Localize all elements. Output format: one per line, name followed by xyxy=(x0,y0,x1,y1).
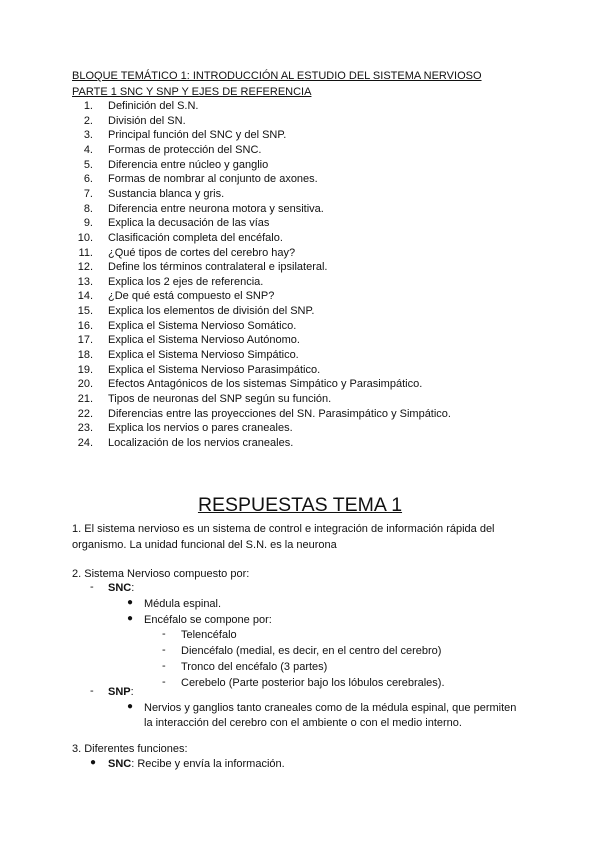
question-number: 24. xyxy=(77,436,93,449)
dash-marker: - xyxy=(90,685,94,697)
question-number: 13. xyxy=(77,275,93,288)
answer-3-intro: 3. Diferentes funciones: xyxy=(72,743,188,755)
question-number: 4. xyxy=(83,143,93,156)
question-text: Formas de protección del SNC. xyxy=(108,143,262,156)
question-item xyxy=(72,378,423,393)
question-item xyxy=(72,158,269,174)
dash-marker: - xyxy=(162,628,166,640)
question-item xyxy=(72,114,186,130)
question-number: 16. xyxy=(77,319,93,332)
question-item xyxy=(72,334,300,349)
question-text: Sustancia blanca y gris. xyxy=(108,187,225,200)
question-item xyxy=(72,436,294,452)
answer-3-snc xyxy=(108,756,285,772)
question-number: 19. xyxy=(77,363,93,376)
question-number: 5. xyxy=(83,158,93,171)
section-subheading: PARTE 1 SNC Y SNP Y EJES DE REFERENCIA xyxy=(72,86,312,98)
answer-2-intro: 2. Sistema Nervioso compuesto por: xyxy=(72,568,250,580)
question-text: Efectos Antagónicos de los sistemas Simpático y Parasimpático. xyxy=(108,378,423,391)
bullet-icon: ● xyxy=(90,757,97,768)
snc-heading: SNC: xyxy=(108,582,135,594)
question-text: Explica los nervios o pares craneales. xyxy=(108,422,293,435)
snc-label: SNC xyxy=(108,582,132,594)
question-item xyxy=(72,261,328,276)
question-item xyxy=(72,407,451,423)
question-number: 6. xyxy=(83,173,93,186)
question-text: Tipos de neuronas del SNP según su función. xyxy=(108,393,332,405)
section-heading: BLOQUE TEMÁTICO 1: INTRODUCCIÓN AL ESTUDIO DEL SISTEMA NERVIOSO xyxy=(72,70,482,82)
answer-1-line-1: 1. El sistema nervioso es un sistema de control e integración de información rápida del xyxy=(72,523,495,535)
encefalo-part: Telencéfalo xyxy=(181,629,237,641)
question-number: 14. xyxy=(77,290,93,303)
question-number: 2. xyxy=(83,114,93,127)
question-text: División del SN. xyxy=(108,114,186,127)
question-item xyxy=(72,422,293,437)
question-text: Diferencias entre las proyecciones del SN. Parasimpático y Simpático. xyxy=(108,407,451,420)
question-text: Explica la decusación de las vías xyxy=(108,217,270,230)
answer-1-line-2: organismo. La unidad funcional del S.N. es la neurona xyxy=(72,539,337,551)
question-number: 8. xyxy=(83,202,93,215)
question-text: Clasificación completa del encéfalo. xyxy=(108,231,283,244)
question-item xyxy=(72,290,275,305)
snc-item-encefalo: Encéfalo se compone por: xyxy=(144,614,272,626)
encefalo-part: Tronco del encéfalo (3 partes) xyxy=(181,661,328,673)
bullet-icon: ● xyxy=(127,613,134,624)
question-number: 10. xyxy=(77,231,93,244)
snp-label: SNP xyxy=(108,686,131,698)
question-text: Definición del S.N. xyxy=(108,100,199,112)
question-item xyxy=(72,363,321,379)
question-number: 20. xyxy=(77,378,93,391)
snp-line-1: Nervios y ganglios tanto craneales como de la médula espinal, que permiten xyxy=(144,702,517,714)
question-item xyxy=(72,393,332,408)
question-number: 1. xyxy=(83,100,93,112)
question-text: Formas de nombrar al conjunto de axones. xyxy=(108,173,318,186)
dash-marker: - xyxy=(162,644,166,656)
dash-marker: - xyxy=(90,581,94,593)
question-text: Explica el Sistema Nervioso Somático. xyxy=(108,319,297,332)
question-text: Explica el Sistema Nervioso Autónomo. xyxy=(108,334,300,347)
question-text: ¿De qué está compuesto el SNP? xyxy=(108,290,275,303)
snp-line-2: la interacción del cerebro con el ambiente o con el medio interno. xyxy=(144,717,462,729)
answers-title: RESPUESTAS TEMA 1 xyxy=(197,494,403,516)
question-number: 12. xyxy=(77,261,93,274)
bullet-icon: ● xyxy=(127,701,134,712)
snp-heading: SNP: xyxy=(108,686,134,698)
question-item xyxy=(72,187,225,203)
question-item xyxy=(72,100,199,115)
question-item xyxy=(72,319,297,335)
question-text: ¿Qué tipos de cortes del cerebro hay? xyxy=(108,246,296,259)
question-text: Diferencia entre neurona motora y sensitiva. xyxy=(108,202,324,215)
question-item xyxy=(72,143,262,159)
question-number: 17. xyxy=(77,334,93,347)
question-number: 15. xyxy=(77,305,93,318)
question-number: 18. xyxy=(77,349,93,362)
question-item xyxy=(72,129,287,144)
dash-marker: - xyxy=(162,660,166,672)
a3-snc-label: SNC xyxy=(108,758,132,770)
question-item xyxy=(72,349,299,364)
question-item xyxy=(72,202,324,218)
question-text: Localización de los nervios craneales. xyxy=(108,436,294,449)
question-text: Explica el Sistema Nervioso Simpático. xyxy=(108,349,299,362)
question-item xyxy=(72,275,264,291)
question-number: 7. xyxy=(83,187,93,200)
dash-marker: - xyxy=(162,676,166,688)
a3-snc-text: : Recibe y envía la información. xyxy=(131,758,285,770)
question-number: 3. xyxy=(83,129,93,142)
question-item xyxy=(72,231,283,247)
question-text: Explica el Sistema Nervioso Parasimpático. xyxy=(108,363,321,376)
question-text: Explica los elementos de división del SNP. xyxy=(108,305,315,318)
question-item xyxy=(72,173,318,188)
snc-item-medula: Médula espinal. xyxy=(144,598,222,610)
question-number: 11. xyxy=(78,246,93,259)
question-number: 9. xyxy=(83,217,93,230)
encefalo-part: Diencéfalo (medial, es decir, en el centro del cerebro) xyxy=(181,645,442,657)
question-text: Define los términos contralateral e ipsilateral. xyxy=(108,261,328,274)
question-text: Principal función del SNC y del SNP. xyxy=(108,129,287,142)
bullet-icon: ● xyxy=(127,597,134,608)
question-number: 21. xyxy=(77,393,93,405)
question-number: 23. xyxy=(77,422,93,435)
question-text: Explica los 2 ejes de referencia. xyxy=(108,275,264,288)
question-item xyxy=(72,217,270,232)
question-number: 22. xyxy=(77,407,93,420)
question-item xyxy=(72,305,315,320)
question-item xyxy=(72,246,296,262)
encefalo-part: Cerebelo (Parte posterior bajo los lóbulos cerebrales). xyxy=(181,677,445,689)
question-text: Diferencia entre núcleo y ganglio xyxy=(108,158,269,171)
